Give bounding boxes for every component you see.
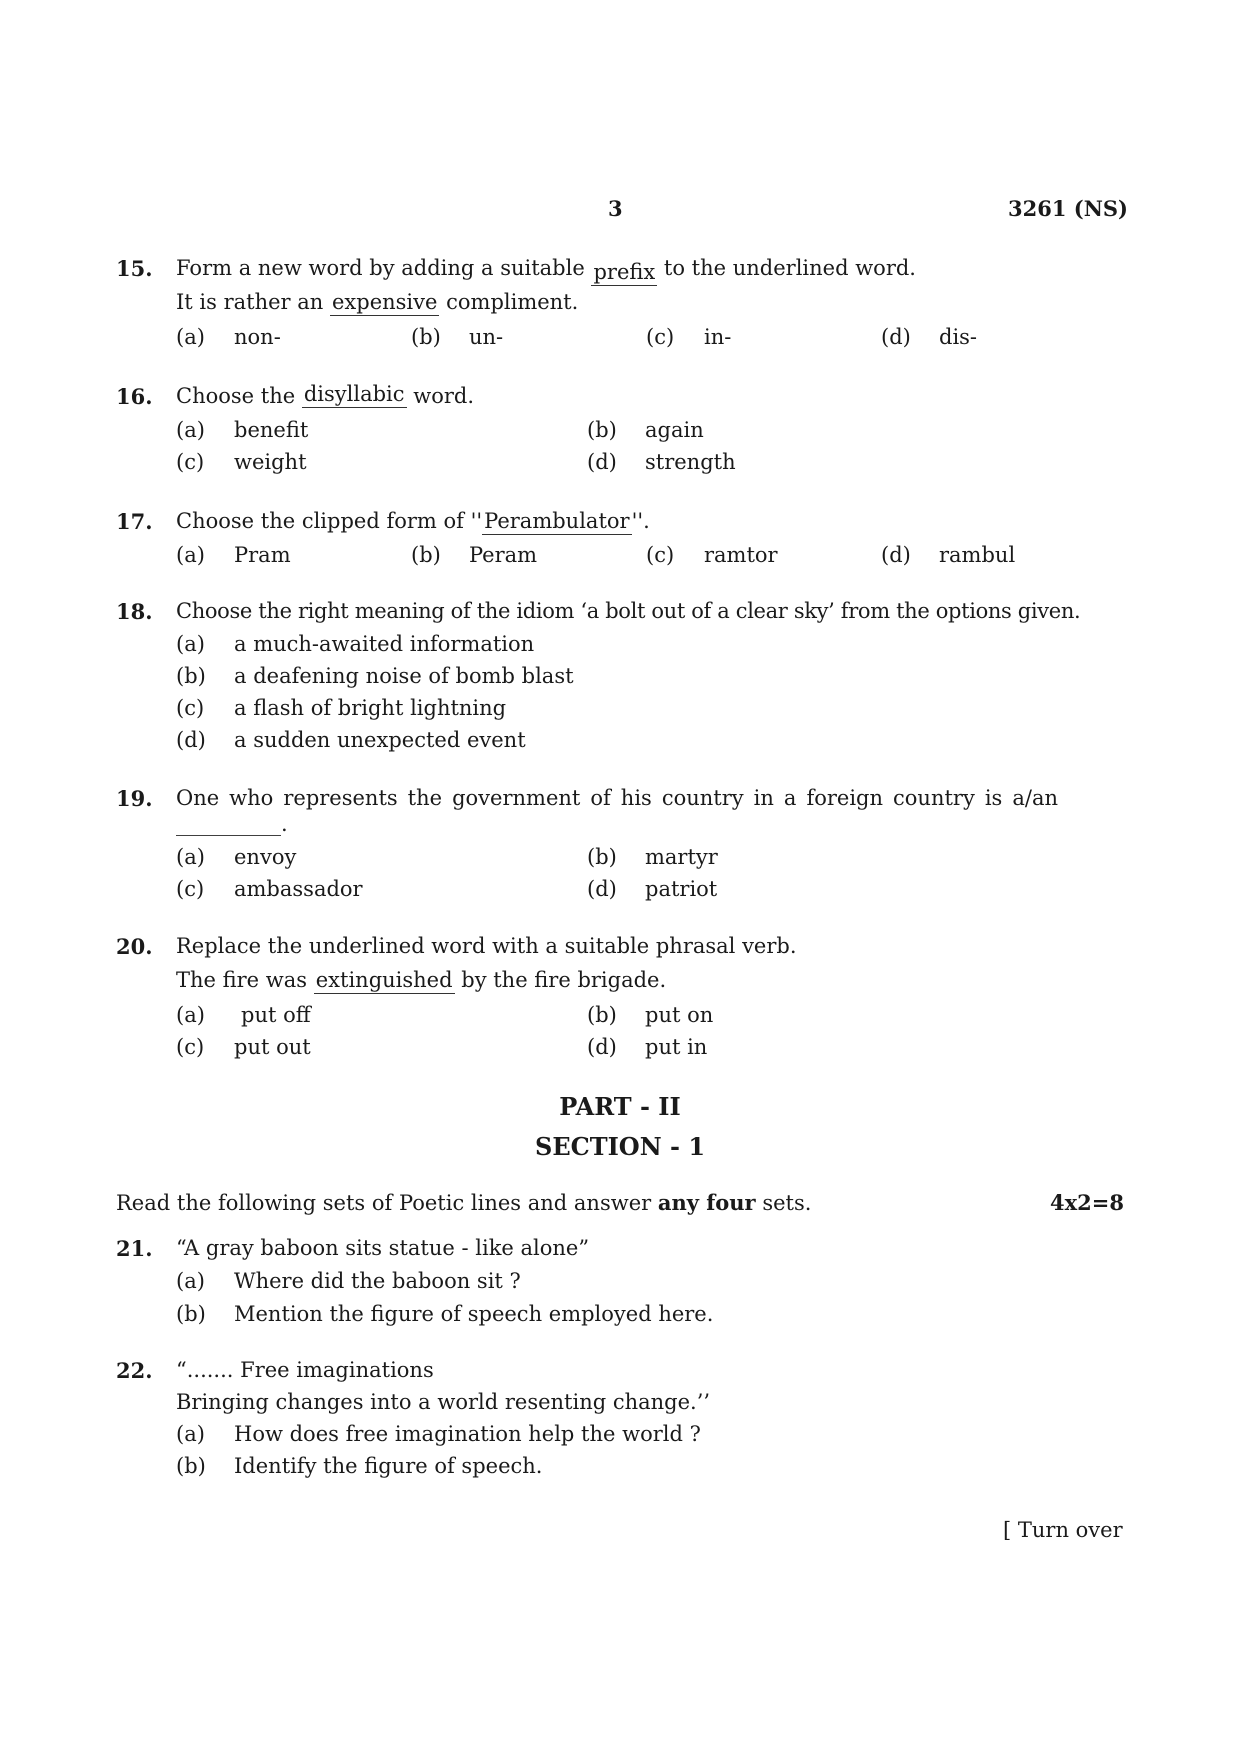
- sub-question-label: (b): [176, 1302, 206, 1326]
- option-text: ramtor: [704, 543, 778, 567]
- sub-question-text: Where did the baboon sit ?: [234, 1269, 521, 1293]
- option-text: again: [645, 418, 704, 442]
- sub-question-label: (b): [176, 1454, 206, 1478]
- question-16-stem: [176, 384, 474, 408]
- question-18-stem: Choose the right meaning of the idiom ‘a bolt out of a clear sky’ from the options given.: [176, 599, 1081, 623]
- option-text: a sudden unexpected event: [234, 728, 526, 752]
- option-text: benefit: [234, 418, 309, 442]
- option-label: (c): [176, 696, 205, 720]
- turn-over-note: [ Turn over: [1003, 1518, 1123, 1542]
- quote-mark: '': [470, 509, 483, 533]
- poetic-quote: “....... Free imaginations: [176, 1358, 434, 1382]
- option-text: a flash of bright lightning: [234, 696, 507, 720]
- option-text: dis-: [939, 325, 978, 349]
- underlined-word-prefix: prefix: [593, 260, 656, 284]
- question-number-21: 21.: [116, 1236, 153, 1261]
- option-label: (c): [176, 450, 205, 474]
- option-label: (a): [176, 325, 205, 349]
- option-label: (d): [176, 728, 206, 752]
- quote-mark: ''.: [631, 509, 650, 533]
- sub-question-label: (a): [176, 1422, 205, 1446]
- sentence-text: compliment.: [446, 290, 579, 314]
- marks: 4x2=8: [1050, 1190, 1124, 1215]
- option-label: (a): [176, 543, 205, 567]
- option-label: (a): [176, 1003, 205, 1027]
- instruction-emphasis: any four: [657, 1190, 756, 1215]
- sub-question-text: Mention the figure of speech employed here.: [234, 1302, 714, 1326]
- question-20-sentence: [176, 968, 666, 992]
- option-label: (d): [587, 450, 617, 474]
- sub-question-text: Identify the figure of speech.: [234, 1454, 543, 1478]
- question-19-stem: One who represents the government of his country in a foreign country is a/an: [176, 786, 1058, 810]
- option-text: in-: [704, 325, 732, 349]
- question-number-16: 16.: [116, 384, 153, 409]
- option-text: ambassador: [234, 877, 363, 901]
- option-text: a deafening noise of bomb blast: [234, 664, 574, 688]
- underlined-word-expensive: expensive: [331, 290, 438, 314]
- option-text: a much-awaited information: [234, 632, 535, 656]
- instruction-text: [116, 1190, 811, 1215]
- option-text: envoy: [234, 845, 297, 869]
- option-label: (b): [411, 325, 441, 349]
- question-number-22: 22.: [116, 1358, 153, 1383]
- option-label: (c): [176, 877, 205, 901]
- instruction-part: Read the following sets of Poetic lines and answer: [116, 1191, 652, 1215]
- option-text: non-: [234, 325, 281, 349]
- option-label: (b): [587, 418, 617, 442]
- sub-question-label: (a): [176, 1269, 205, 1293]
- option-text: put out: [234, 1035, 311, 1059]
- option-text: rambul: [939, 543, 1016, 567]
- part-title: PART - II: [559, 1092, 681, 1121]
- option-label: (a): [176, 845, 205, 869]
- sentence-text: It is rather an: [176, 290, 324, 314]
- option-label: (b): [411, 543, 441, 567]
- option-label: (c): [176, 1035, 205, 1059]
- page-number: 3: [608, 196, 623, 221]
- underlined-word-disyllabic: disyllabic: [303, 382, 405, 406]
- option-text: Peram: [469, 543, 538, 567]
- option-text: put in: [645, 1035, 708, 1059]
- section-title: SECTION - 1: [534, 1132, 706, 1161]
- option-label: (c): [646, 325, 675, 349]
- instruction-part: sets.: [762, 1191, 812, 1215]
- sentence-text: The fire was: [176, 968, 308, 992]
- question-number-18: 18.: [116, 599, 153, 624]
- poetic-quote: “A gray baboon sits statue - like alone”: [176, 1236, 590, 1260]
- underlined-word-extinguished: extinguished: [315, 968, 453, 992]
- stem-text: Choose the: [176, 384, 296, 408]
- option-text: patriot: [645, 877, 718, 901]
- question-number-17: 17.: [116, 509, 153, 534]
- question-number-19: 19.: [116, 786, 153, 811]
- stem-text: to the underlined word.: [663, 256, 916, 280]
- poetic-quote: Bringing changes into a world resenting change.’’: [176, 1390, 711, 1414]
- option-text: put off: [241, 1003, 311, 1027]
- option-label: (a): [176, 418, 205, 442]
- paper-code: 3261 (NS): [1008, 196, 1128, 221]
- question-15-sentence: [176, 290, 578, 314]
- option-label: (d): [587, 877, 617, 901]
- option-label: (d): [881, 543, 911, 567]
- option-text: put on: [645, 1003, 714, 1027]
- option-label: (b): [587, 1003, 617, 1027]
- question-number-20: 20.: [116, 934, 153, 959]
- option-label: (d): [587, 1035, 617, 1059]
- stem-text: Form a new word by adding a suitable: [176, 256, 585, 280]
- option-label: (a): [176, 632, 205, 656]
- option-text: un-: [469, 325, 504, 349]
- option-text: weight: [234, 450, 307, 474]
- question-number-15: 15.: [116, 256, 153, 281]
- option-label: (b): [176, 664, 206, 688]
- answer-blank: __________.: [176, 812, 288, 836]
- question-20-stem: Replace the underlined word with a suitable phrasal verb.: [176, 934, 797, 958]
- stem-text: word.: [413, 384, 474, 408]
- underlined-word-perambulator: Perambulator: [484, 509, 630, 533]
- question-15-stem: [176, 256, 916, 284]
- question-17-stem: [176, 509, 650, 533]
- option-text: strength: [645, 450, 736, 474]
- option-label: (c): [646, 543, 675, 567]
- option-text: martyr: [645, 845, 718, 869]
- option-label: (b): [587, 845, 617, 869]
- sub-question-text: How does free imagination help the world ?: [234, 1422, 701, 1446]
- option-label: (d): [881, 325, 911, 349]
- sentence-text: by the fire brigade.: [461, 968, 667, 992]
- option-text: Pram: [234, 543, 291, 567]
- stem-text: Choose the clipped form of: [176, 509, 464, 533]
